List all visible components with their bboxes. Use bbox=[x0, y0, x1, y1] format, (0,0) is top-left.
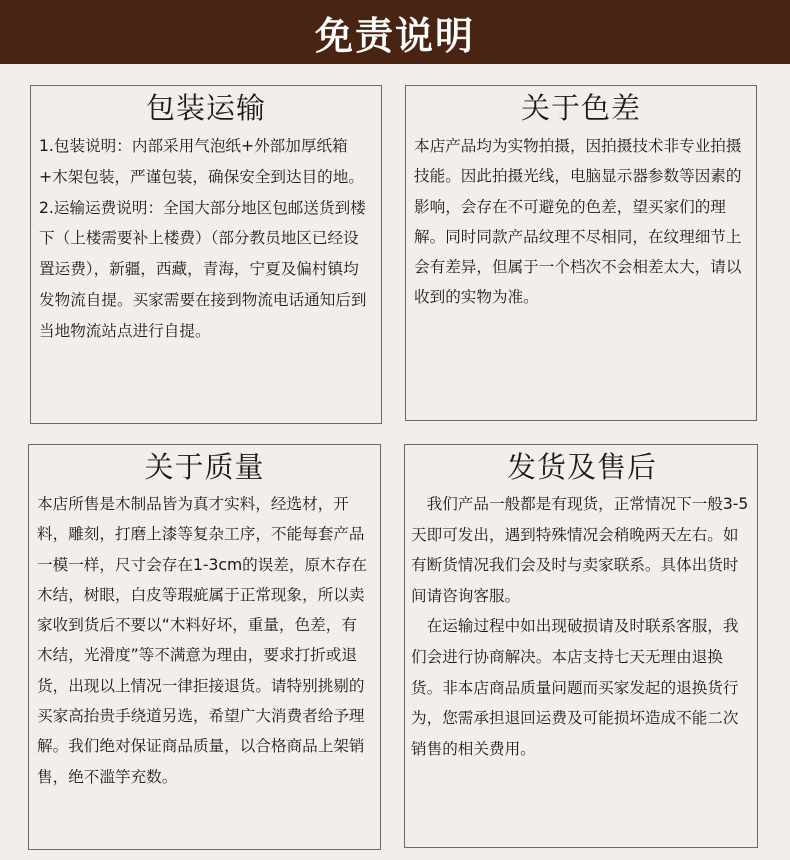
shipping-aftersales-section bbox=[404, 444, 758, 848]
page-title: 免责说明 bbox=[314, 12, 475, 58]
section-body bbox=[414, 131, 748, 313]
shipping-paragraph-2: 在运输过程中如出现破损请及时联系客服，我们会进行协商解决。本店支持七天无理由退换货。非本店商品质量问题而买家发起的退换货行为，您需承担退回运费及可能损坏造成不能二次销售的相关费用。 bbox=[411, 617, 739, 758]
header-banner bbox=[0, 0, 790, 64]
section-body bbox=[37, 489, 372, 792]
section-title-packaging: 包装运输 bbox=[145, 91, 266, 125]
section-body bbox=[39, 131, 373, 347]
shipping-paragraph-1: 我们产品一般都是有现货，正常情况下一般3-5天即可发出，遇到特殊情况会稍晚两天左右。如有断货情况我们会及时与卖家联系。具体出货时间请咨询客服。 bbox=[411, 495, 749, 605]
section-title-color: 关于色差 bbox=[520, 91, 641, 125]
section-title-quality: 关于质量 bbox=[144, 450, 265, 484]
color-paragraph-1: 本店产品均为实物拍摄，因拍摄技术非专业拍摄技能。因此拍摄光线，电脑显示器参数等因素的影响，会存在不可避免的色差，望买家们的理解。同时同款产品纹理不尽相同，在纹理细节上会有差异，但属于一个档次不会相差太大，请以收到的实物为准。 bbox=[414, 137, 742, 307]
quality-paragraph-1: 本店所售是木制品皆为真才实料，经选材，开料，雕刻，打磨上漆等复杂工序，不能每套产品一模一样，尺寸会存在1-3cm的误差，原木存在木结，树眼，白皮等瑕疵属于正常现象，所以卖家收到货后不要以“木料好坏，重量，色差，有木结，光滑度”等不满意为理由，要求打折或退货，出现以上情况一律拒接退货。请特别挑剔的买家高抬贵手绕道另选，希望广大消费者给予理解。我们绝对保证商品质量，以合格商品上架销售，绝不滥竽充数。 bbox=[37, 495, 367, 786]
packaging-shipping-section bbox=[30, 85, 382, 424]
section-title-shipping: 发货及售后 bbox=[506, 450, 657, 484]
packaging-paragraph-1: 1.包装说明：内部采用气泡纸+外部加厚纸箱+木架包装，严谨包装，确保安全到达目的地。 bbox=[39, 137, 364, 186]
quality-section bbox=[28, 444, 381, 850]
packaging-paragraph-2: 2.运输运费说明：全国大部分地区包邮送货到楼下（上楼需要补上楼费）（部分教员地区已经设置运费），新疆，西藏，青海，宁夏及偏村镇均发物流自提。买家需要在接到物流电话通知后到当地物流站点进行自提。 bbox=[39, 198, 367, 340]
color-difference-section bbox=[405, 85, 757, 421]
section-body bbox=[411, 489, 753, 764]
